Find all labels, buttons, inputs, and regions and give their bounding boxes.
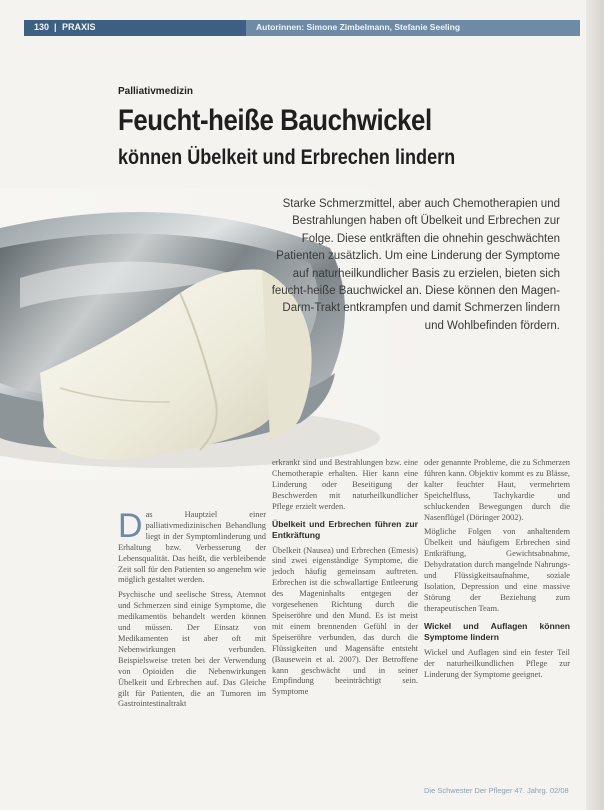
header-bar [24,20,580,36]
column-1-paragraph-2: Psychische und seelische Stress, Atemnot und Schmerzen sind einige Symptome, die medikamentös behandelt werden können und müssen. Der Einsatz von Medikamenten ist aber oft mit Nebenwirkungen verbunden. Beispielsweise treten bei der Verwendung von Opioiden die Nebenwirkungen Übelkeit und Erbrechen auf. Das Gleiche gilt für Patienten, die an Tumoren im Gastrointestinaltrakt [118,590,266,709]
column-3-subheading: Wickel und Auflagen können Symptome lindern [424,620,570,642]
column-2-subheading: Übelkeit und Erbrechen führen zur Entkräftung [272,518,418,540]
column-3-paragraph-3: Wickel und Auflagen sind ein fester Teil der naturheilkundlichen Pflege zur Linderung der Symptome geeignet. [424,647,570,679]
page-edge [586,0,604,810]
article-subtitle: können Übelkeit und Erbrechen lindern [118,146,456,169]
column-1-paragraph-1-text: as Hauptziel einer palliativmedizinischen Behandlung liegt in der Symptomlinderung und Erhaltung bzw. Verbesserung der Lebensqualität. Das heißt, die verbleibende Zeit soll für den Patienten so angenehm wie möglich gestaltet werden. [118,510,266,585]
column-3-paragraph-2: Mögliche Folgen von anhaltendem Übelkeit und häufigem Erbrechen sind Entkräftung, Gewichtsabnahme, Dehydratation durch mangelnde Nahrungs- und Flüssigkeitsaufnahme, soziale Isolation, Depression und eine massive Störung der Beziehung zum therapeutischen Team. [424,527,570,613]
article-kicker: Palliativmedizin [118,86,194,97]
text-column-2 [272,458,418,702]
column-2-paragraph-2: Übelkeit (Nausea) und Erbrechen (Emesis) sind zwei eigenständige Symptome, die jedoch häufig gemeinsam auftreten. Erbrechen ist die schwallartige Entleerung des Mageninhalts entgegen der vorgesehenen Richtung durch die Speiseröhre und den Mund. Es ist meist mit einem brennenden Gefühl in der Speiseröhre verbunden, das durch die Flüssigkeiten und Magensäfte entsteht (Bausewein et al. 2007). Der Betroffene kann geschwächt und in seiner Empfindung beeinträchtigt sein. Symptome [272,545,418,697]
column-3-paragraph-1: oder genannte Probleme, die zu Schmerzen führen kann. Objektiv kommt es zu Blässe, kalter feuchter Haut, vermehrtem Speichelfluss, Tachykardie und schluckenden Bewegungen durch die Nasenflügel (Döringer 2002). [424,458,570,522]
drop-cap: D [118,507,143,545]
author-line: Autorinnen: Simone Zimbelmann, Stefanie Seeling [256,22,461,32]
text-column-3 [424,458,570,684]
article-intro: Starke Schmerzmittel, aber auch Chemotherapien und Bestrahlungen haben oft Übelkeit und Erbrechen zur Folge. Diese entkräften die ohnehin geschwächten Patienten zusätzlich. Um eine Linderung der Symptome auf naturheilkundlicher Basis zu erzielen, bieten sich feucht-heiße Bauchwickel an. Diese können den Magen-Darm-Trakt entkrampfen und damit Schmerzen lindern und Wohlbefinden fördern. [271,198,560,332]
column-2-paragraph-1: erkrankt sind und Bestrahlungen bzw. eine Chemotherapie erhalten. Hier kann eine Linderung oder Beseitigung der Beschwerden mit naturheilkundlicher Pflege erzielt werden. [272,458,418,511]
page-footer: Die Schwester Der Pfleger 47. Jahrg. 02/08 [424,786,569,795]
page-number: 130 [34,22,50,32]
section-label: PRAXIS [62,22,96,32]
header-section-block [24,20,246,36]
header-separator: | [54,22,57,32]
text-column-1 [118,507,266,714]
article-title: Feucht-heiße Bauchwickel [118,104,432,137]
column-1-paragraph-1 [118,507,266,586]
